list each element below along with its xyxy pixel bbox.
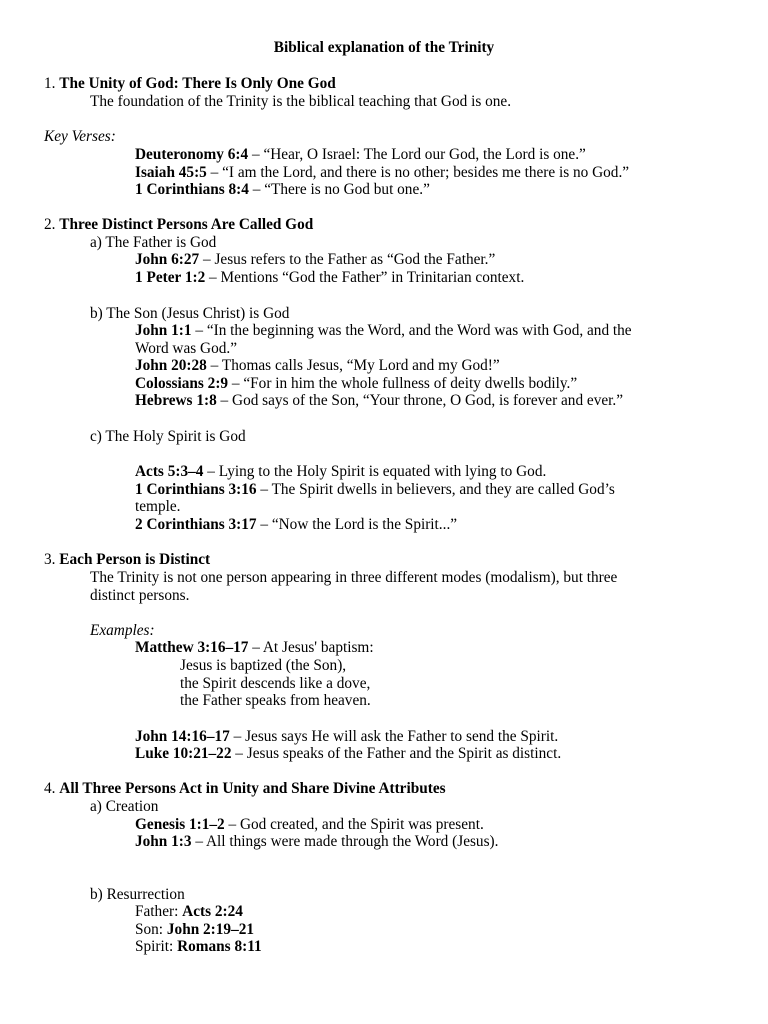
verse-line (135, 146, 586, 164)
verse-ref: Isaiah 45:5 (135, 164, 207, 181)
verse-ref: Acts 2:24 (182, 903, 243, 920)
verse-line (135, 322, 632, 340)
verse-text: – “I am the Lord, and there is no other; besides me there is no God.” (206, 164, 630, 181)
verse-text: – Jesus speaks of the Father and the Spirit as distinct. (231, 745, 562, 762)
verse-text: – God says of the Son, “Your throne, O God, is forever and ever.” (216, 392, 624, 409)
verse-text: – “In the beginning was the Word, and the Word was with God, and the (191, 322, 632, 339)
verse-line (135, 745, 561, 763)
verse-ref: 2 Corinthians 3:17 (135, 516, 257, 533)
section-3-heading (44, 551, 210, 569)
section-1-intro: The foundation of the Trinity is the biblical teaching that God is one. (90, 93, 512, 110)
examples-label: Examples: (90, 622, 155, 639)
baptism-detail: the Father speaks from heaven. (180, 692, 371, 709)
section-1-title: The Unity of God: There Is Only One God (59, 75, 336, 92)
verse-line (135, 816, 484, 834)
verse-ref: 1 Peter 1:2 (135, 269, 206, 286)
verse-text: – “For in him the whole fullness of deity dwells bodily.” (228, 375, 578, 392)
verse-line (135, 833, 498, 851)
verse-text: – “There is no God but one.” (248, 181, 430, 198)
verse-line (135, 375, 577, 393)
verse-text: – Jesus refers to the Father as “God the Father.” (199, 251, 496, 268)
verse-ref: Romans 8:11 (177, 938, 262, 955)
subsection-resurrection-label: b) Resurrection (90, 886, 185, 903)
section-1-heading (44, 75, 336, 93)
document-title: Biblical explanation of the Trinity (273, 39, 495, 56)
resurrection-item (135, 921, 254, 939)
verse-text: – All things were made through the Word (Jesus). (191, 833, 499, 850)
verse-line (135, 639, 374, 657)
person-label: Spirit: (135, 938, 178, 955)
verse-ref: Colossians 2:9 (135, 375, 229, 392)
person-label: Son: (135, 921, 167, 938)
baptism-detail: Jesus is baptized (the Son), (180, 657, 347, 674)
verse-ref: Genesis 1:1–2 (135, 816, 225, 833)
verse-line (135, 463, 546, 481)
verse-text: – “Hear, O Israel: The Lord our God, the Lord is one.” (248, 146, 586, 163)
verse-line (135, 269, 524, 287)
verse-line (135, 481, 615, 499)
verse-text: – Mentions “God the Father” in Trinitarian context. (205, 269, 525, 286)
section-4-heading (44, 780, 446, 798)
verse-ref: John 2:19–21 (166, 921, 255, 938)
subsection-creation-label: a) Creation (90, 798, 159, 815)
section-4-title: All Three Persons Act in Unity and Share Divine Attributes (59, 780, 446, 797)
section-3-number: 3. (44, 551, 60, 568)
verse-line (135, 516, 457, 534)
section-3-intro: The Trinity is not one person appearing in three different modes (modalism), but three (90, 569, 618, 586)
verse-line (135, 164, 629, 182)
verse-line (135, 357, 500, 375)
verse-ref: John 1:1 (135, 322, 192, 339)
verse-ref: John 6:27 (135, 251, 200, 268)
section-2-number: 2. (44, 216, 60, 233)
section-3-intro-cont: distinct persons. (90, 587, 190, 604)
verse-continuation: temple. (135, 498, 181, 515)
person-label: Father: (135, 903, 183, 920)
verse-text: – “Now the Lord is the Spirit...” (256, 516, 458, 533)
verse-line (135, 392, 623, 410)
verse-line (135, 181, 430, 199)
verse-text: – At Jesus' baptism: (248, 639, 374, 656)
verse-ref: Deuteronomy 6:4 (135, 146, 249, 163)
subsection-son-label: b) The Son (Jesus Christ) is God (90, 305, 290, 322)
verse-ref: Matthew 3:16–17 (135, 639, 249, 656)
verse-ref: John 1:3 (135, 833, 192, 850)
verse-ref: Hebrews 1:8 (135, 392, 217, 409)
verse-line (135, 728, 558, 746)
verse-text: – God created, and the Spirit was present. (224, 816, 484, 833)
verse-line (135, 251, 495, 269)
section-4-number: 4. (44, 780, 60, 797)
resurrection-item (135, 938, 262, 956)
verse-ref: Luke 10:21–22 (135, 745, 232, 762)
subsection-spirit-label: c) The Holy Spirit is God (90, 428, 246, 445)
section-2-title: Three Distinct Persons Are Called God (59, 216, 314, 233)
key-verses-label: Key Verses: (44, 128, 116, 145)
verse-ref: Acts 5:3–4 (135, 463, 204, 480)
section-2-heading (44, 216, 313, 234)
section-1-number: 1. (44, 75, 60, 92)
verse-ref: John 20:28 (135, 357, 207, 374)
verse-continuation: Word was God.” (135, 340, 237, 357)
verse-text: – Lying to the Holy Spirit is equated with lying to God. (203, 463, 547, 480)
verse-ref: 1 Corinthians 8:4 (135, 181, 249, 198)
verse-ref: 1 Corinthians 3:16 (135, 481, 257, 498)
resurrection-item (135, 903, 243, 921)
subsection-father-label: a) The Father is God (90, 234, 217, 251)
verse-text: – Thomas calls Jesus, “My Lord and my God!” (206, 357, 500, 374)
verse-ref: John 14:16–17 (135, 728, 230, 745)
baptism-detail: the Spirit descends like a dove, (180, 675, 371, 692)
section-3-title: Each Person is Distinct (59, 551, 211, 568)
verse-text: – Jesus says He will ask the Father to send the Spirit. (229, 728, 559, 745)
verse-text: – The Spirit dwells in believers, and they are called God’s (256, 481, 615, 498)
